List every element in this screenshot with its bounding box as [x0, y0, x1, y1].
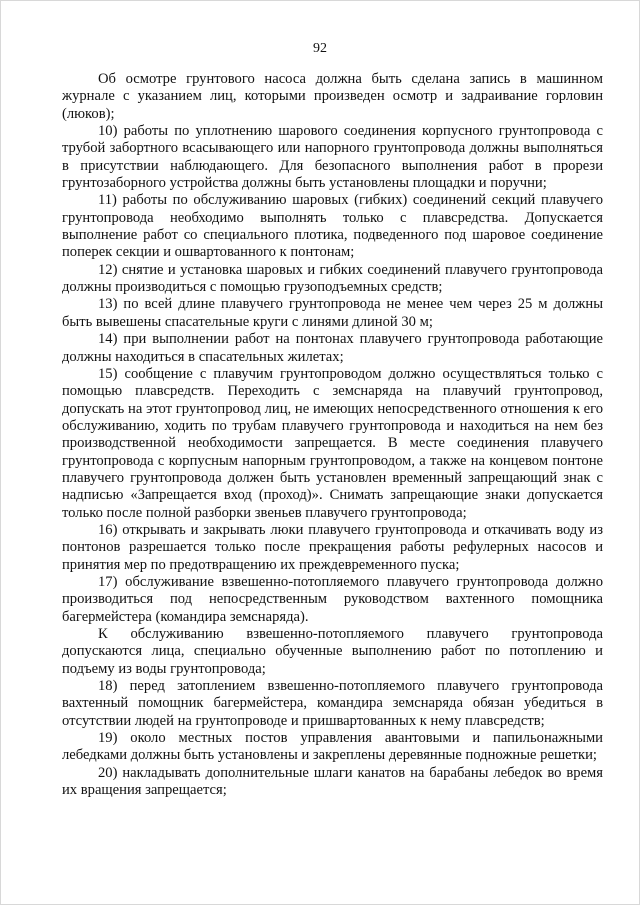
- paragraph-15: 15) сообщение с плавучим грунтопроводом должно осуществляться только с помощью плавсредств. Переходить с земснаряда на плавучий грунтопровод, допускать на этот грунтопровод лиц, не имеющих непосредственного отношения к его обслуживанию, ходить по трубам плавучего грунтопровода и находиться на нем без производственной необходимости запрещается. В месте соединения плавучего грунтопровода с корпусным напорным грунтопроводом, а также на концевом понтоне плавучего грунтопровода должен быть установлен временный запрещающий знак с надписью «Запрещается вход (проход)». Снимать запрещающие знаки допускается только после полной разборки звеньев плавучего грунтопровода;: [62, 365, 603, 521]
- paragraph-10: 10) работы по уплотнению шарового соединения корпусного грунтопровода с трубой забортного всасывающего или напорного грунтопровода должны выполняться в присутствии наблюдающего. Для безопасного выполнения работ в прорези грунтозаборного устройства должны быть установлены площадки и поручни;: [62, 123, 603, 192]
- paragraph-19: 19) около местных постов управления авантовыми и папильонажными лебедками должны быть установлены и закреплены деревянные подножные решетки;: [62, 730, 603, 764]
- paragraph-11: 11) работы по обслуживанию шаровых (гибких) соединений секций плавучего грунтопровода необходимо выполнять только с плавсредства. Допускается выполнение работ со специального плотика, подведенного под шаровое соединение поперек секции и ошвартованного к понтонам;: [62, 192, 603, 261]
- paragraph-intro: Об осмотре грунтового насоса должна быть сделана запись в машинном журнале с указанием лиц, которыми произведен осмотр и задраивание горловин (люков);: [62, 71, 603, 122]
- paragraph-14: 14) при выполнении работ на понтонах плавучего грунтопровода работающие должны находиться в спасательных жилетах;: [62, 331, 603, 365]
- paragraph-20: 20) накладывать дополнительные шлаги канатов на барабаны лебедок во время их вращения запрещается;: [62, 764, 603, 799]
- document-body: [62, 71, 603, 799]
- paragraph-17: 17) обслуживание взвешенно-потопляемого плавучего грунтопровода должно производиться под непосредственным руководством вахтенного помощника багермейстера (командира земснаряда).: [62, 573, 603, 625]
- paragraph-12: 12) снятие и установка шаровых и гибких соединений плавучего грунтопровода должны производиться с помощью грузоподъемных средств;: [62, 261, 603, 296]
- paragraph-17-note: К обслуживанию взвешенно-потопляемого плавучего грунтопровода допускаются лица, специально обученные выполнению работ по потоплению и подъему из воды грунтопровода;: [62, 626, 603, 677]
- paragraph-16: 16) открывать и закрывать люки плавучего грунтопровода и откачивать воду из понтонов разрешается только после прекращения работы рефулерных насосов и принятия мер по предотвращению их преждевременного пуска;: [62, 521, 603, 573]
- paragraph-13: 13) по всей длине плавучего грунтопровода не менее чем через 25 м должны быть вывешены спасательные круги с линями длиной 30 м;: [62, 296, 603, 330]
- page-number: 92: [313, 41, 327, 56]
- paragraph-18: 18) перед затоплением взвешенно-потопляемого плавучего грунтопровода вахтенный помощник багермейстера, командира земснаряда обязан убедиться в отсутствии людей на грунтопроводе и пришвартованных к нему плавсредств;: [62, 678, 603, 729]
